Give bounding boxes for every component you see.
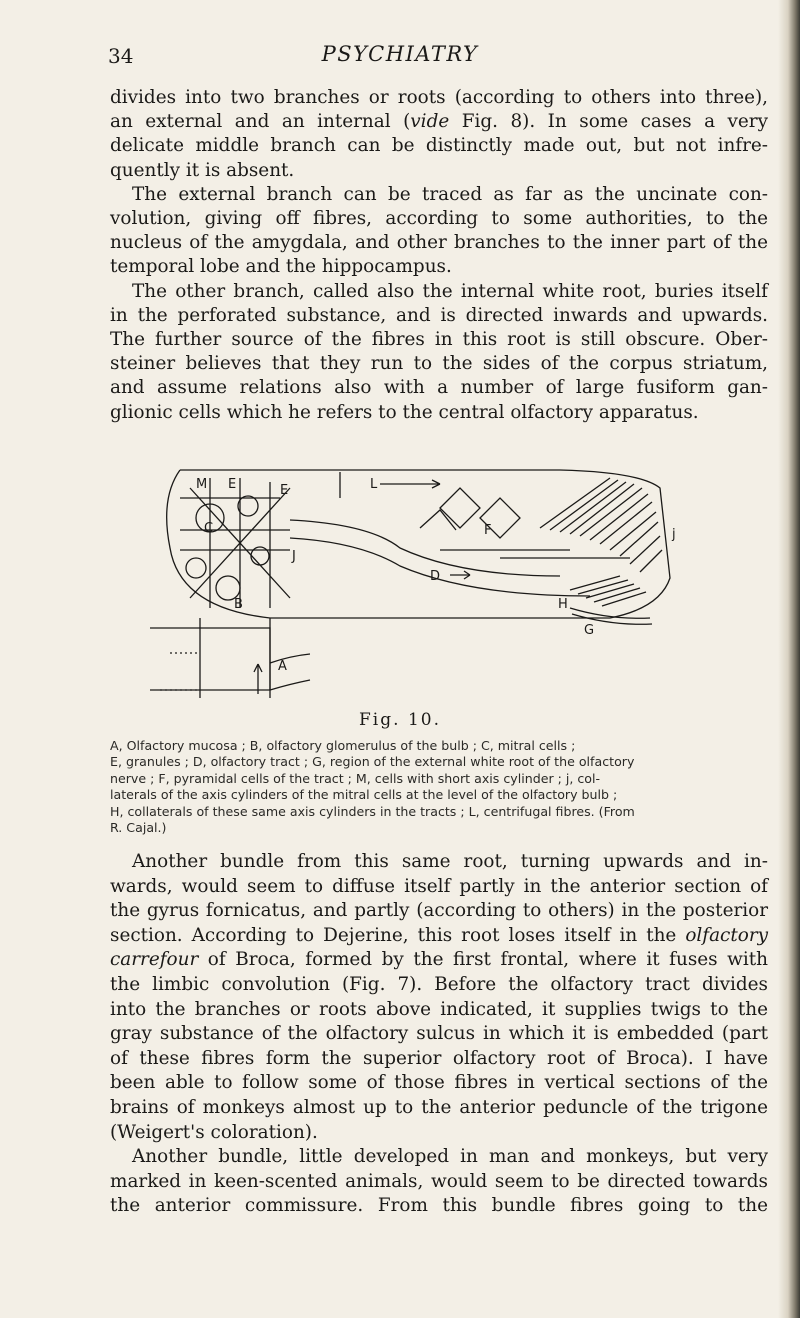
caption-line: R. Cajal.) xyxy=(110,820,167,836)
text-line: glionic cells which he refers to the central olfactory apparatus. xyxy=(110,401,699,423)
text-span: an external and an internal (vide Fig. 8). In some cases a very xyxy=(110,111,768,133)
text-line: brains of monkeys almost up to the anterior peduncle of the trigone xyxy=(110,1096,768,1118)
text-line: wards, would seem to diffuse itself partly in the anterior section of xyxy=(110,875,768,897)
text-line: the limbic convolution (Fig. 7). Before the olfactory tract divides xyxy=(110,973,768,995)
italic-term: vide xyxy=(410,111,450,133)
text-line: the anterior commissure. From this bundle fibres going to the xyxy=(110,1195,768,1217)
text-line: delicate middle branch can be distinctly made out, but not infre- xyxy=(110,135,768,157)
text-line: nucleus of the amygdala, and other branches to the inner part of the xyxy=(110,232,768,254)
caption-line: A, Olfactory mucosa ; B, olfactory glomerulus of the bulb ; C, mitral cells ; xyxy=(110,738,576,753)
text-line: volution, giving off fibres, according to some authorities, to the xyxy=(110,208,768,230)
text-line: carrefour of Broca, formed by the first frontal, where it fuses with xyxy=(110,949,768,971)
figure-label: D xyxy=(430,569,441,584)
text-line: Another bundle, little developed in man and monkeys, but very xyxy=(132,1146,768,1168)
figure-label: C xyxy=(204,521,214,536)
figure-label: L xyxy=(370,477,378,492)
text-line: and assume relations also with a number of large fusiform gan- xyxy=(110,377,768,399)
figure-label: E xyxy=(228,477,237,492)
caption-line: laterals of the axis cylinders of the mitral cells at the level of the olfactory bulb ; xyxy=(110,787,618,803)
figure-label: H xyxy=(558,597,568,612)
figure-label: M xyxy=(196,477,208,492)
caption-line: nerve ; F, pyramidal cells of the tract ; M, cells with short axis cylinder ; j, col- xyxy=(110,770,601,786)
caption-line: H, collaterals of these same axis cylinders in the tracts ; L, centrifugal fibres. (From xyxy=(110,803,635,819)
text-line: marked in keen-scented animals, would seem to be directed towards xyxy=(110,1170,768,1192)
text-line: quently it is absent. xyxy=(110,159,295,181)
text-line: divides into two branches or roots (according to others into three), xyxy=(110,87,768,108)
italic-term: olfactory xyxy=(685,924,768,946)
text-line: Another bundle from this same root, turning upwards and in- xyxy=(132,851,768,872)
figure-label: B xyxy=(234,597,243,612)
text-line: temporal lobe and the hippocampus. xyxy=(110,256,452,278)
text-line xyxy=(110,110,768,134)
figure-label: F xyxy=(484,523,492,538)
text-line: section. According to Dejerine, this root loses itself in the olfactory xyxy=(110,924,768,946)
page-number: 34 xyxy=(108,44,134,68)
running-head: PSYCHIATRY xyxy=(321,42,479,66)
figure-label: A xyxy=(278,659,287,674)
page-edge-shadow xyxy=(778,0,800,1318)
italic-term: carrefour xyxy=(110,949,199,971)
figure-caption xyxy=(110,738,768,836)
olfactory-bulb-figure xyxy=(140,458,700,708)
body-text-top xyxy=(110,86,768,425)
figure-label: J xyxy=(292,549,296,564)
text-line: (Weigert's coloration). xyxy=(110,1121,318,1143)
text-line: steiner believes that they run to the sides of the corpus striatum, xyxy=(110,353,768,375)
text-line: in the perforated substance, and is directed inwards and upwards. xyxy=(110,304,768,326)
figure-label: E xyxy=(280,483,289,498)
figure-label: j xyxy=(672,527,676,542)
figure-label: G xyxy=(584,623,595,638)
text-line: into the branches or roots above indicated, it supplies twigs to the xyxy=(110,998,768,1020)
text-line: of these fibres form the superior olfactory root of Broca). I have xyxy=(110,1047,768,1069)
text-line: The other branch, called also the internal white root, buries itself xyxy=(132,280,768,302)
caption-line: E, granules ; D, olfactory tract ; G, region of the external white root of the olfactory xyxy=(110,754,635,770)
text-line: the gyrus fornicatus, and partly (according to others) in the posterior xyxy=(110,900,768,922)
figure-title: Fig. 10. xyxy=(359,710,441,730)
body-text-bottom xyxy=(110,850,768,1219)
text-line: The external branch can be traced as far as the uncinate con- xyxy=(132,183,768,205)
text-line: been able to follow some of those fibres in vertical sections of the xyxy=(110,1072,768,1094)
text-line: gray substance of the olfactory sulcus in which it is embedded (part xyxy=(110,1023,768,1045)
text-line: The further source of the fibres in this root is still obscure. Ober- xyxy=(110,329,768,351)
